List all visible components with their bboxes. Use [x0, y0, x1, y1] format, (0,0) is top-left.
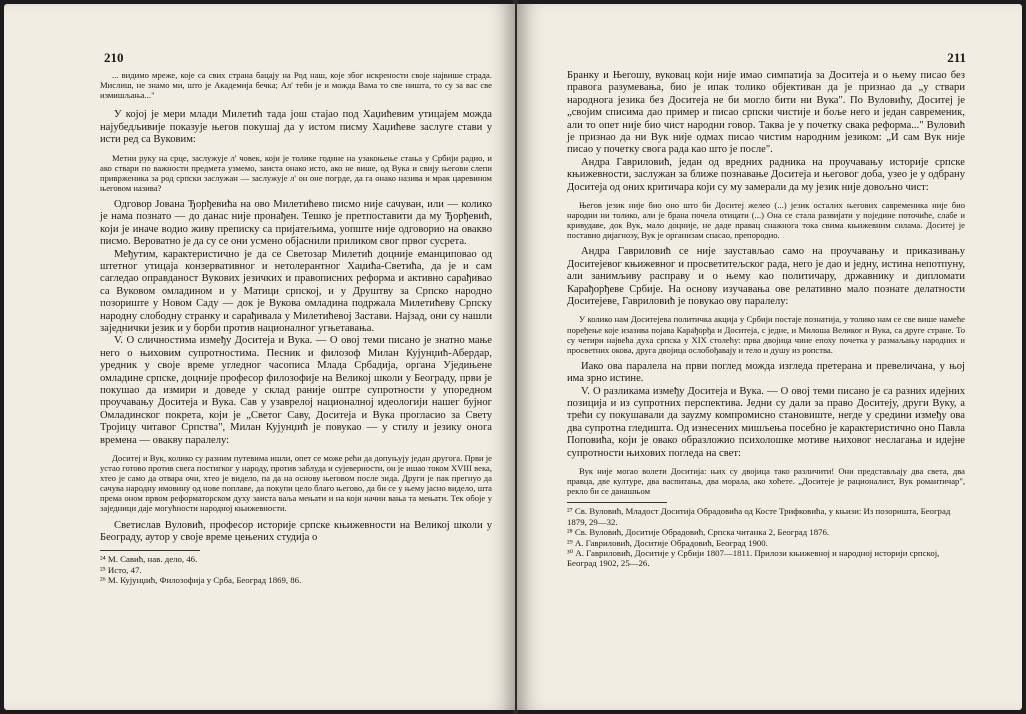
page-number: 211 [947, 50, 966, 65]
footnote: ³⁰ А. Гавриловић, Доситије у Србији 1807—1811. Прилози књижевној и народној историји српској, Београд 1902, 25—26. [567, 548, 940, 569]
right-page [517, 4, 1022, 710]
footnote: ²⁴ М. Савић, нав. дело, 46. [100, 554, 198, 565]
footnote: ²⁸ Св. Вуловић, Доситије Обрадовић, Српска читанка 2, Београд 1876. [567, 527, 830, 538]
footnote-rule [100, 550, 200, 551]
spacer [100, 100, 492, 109]
paragraph: Андра Гавриловић се није заустављао само на проучавању и приказивању Доситејевог књижевног и просветитељског рада, него је дао и једну, истина непотпуну, али занимљиву расправу и о њему као политичару, државнику и дипломати Карађорђеве Србије. На основу изучавања ове релативно мало познате делатности Доситејеве, Гавриловић је повукао ову паралелу: [567, 246, 965, 308]
block-quote: У колико нам Доситејева политичка акција у Србији постаје познатија, у толико нам се све више намеће поређење које изазива појава Карађорђа и Доситеја, с једне, и Милоша Великог и Вука, са друге стране. То су четири највећа духа српска у XIX столећу: прва двојица чине епоху почетка у размаљању народних и просветних окова, друга двојица ослобођавају и тело и душу из ропства. [567, 314, 965, 355]
footnote: ²⁷ Св. Вуловић, Младост Доситија Обрадовића од Косте Трифковића, у књизи: Из позоришта, Београд 1879, 29—32. [567, 506, 951, 527]
page-number: 210 [104, 50, 124, 65]
left-page-text [100, 70, 492, 586]
paragraph: Бранку и Његошу, вуковац који није имао симпатија за Доситеја и о њему писао без правога разумевања, био је ипак толико објективан да је признао да „у ствари народнога језика без Доситеја не би могло бити ни Вука". По Вуловићу, Доситеј је „својим списима дао пример и писао српски чистије и боље него и један савременик, али то опет није био чист народни говор. Таква је у почетку свака реформа..." Вуловић је признао да ни Вук није одмах писао чистим народним језиком: „И сам Вук није писао у почетку свога рада као што је после". [567, 70, 965, 156]
paragraph: Светислав Вуловић, професор историје српске књижевности на Великој школи у Београду, аутор у своје време цењених студија о [100, 519, 492, 543]
footnote: ²⁹ А. Гавриловић, Доситије Обрадовић, Београд 1900. [567, 537, 768, 548]
footnote: ²⁶ М. Кујунџић, Филозофија у Срба, Београд 1869, 86. [100, 575, 302, 586]
paragraph: Иако ова паралела на први поглед можда изгледа претерана и превеличана, у њој има зрно истине. [567, 360, 965, 385]
right-page-text [567, 70, 965, 569]
paragraph: Одговор Јована Ђорђевића на ово Милетићево писмо није сачуван, или — колико је нама познато — до данас није пронађен. Тешко је претпоставити да му Ђорђевић, који је иначе водио живу преписку са пријатељима, уопште није одговорио на овакво писмо. Вероватно је да су се они усмено објаснили приликом свог првог сусрета. [100, 198, 492, 248]
block-quote: Његов језик није био оно што би Доситеј желео (...) језик осталих његових савременика није био народни ни толико, али је брана почела отицати (...) Она се стала развијати у појединe поточиће, слабе и кривудаве, док Вук, мало доцније, не даде правац снажнога тока свима књижевним силама. Доситеј је поставио дијагнозу, Вук је организам спасао, препородио. [567, 200, 965, 241]
paragraph: V. О сличностима између Доситеја и Вука. — О овој теми писано је знатно мање него о њиховим супротностима. Песник и филозоф Милан Кујунџић-Абердар, уредник у своје време угледног часописа Млада Србадија, органа Уједињене омладине српске, доцније професор филозофије на Великој школи у Београду, први је покушао да измири и доведе у склад раније оштре супротности у упоредном проучавању Доситеја и Вука. Сав у узаврелој националној идеологији нашег бујног Омладинског покрета, који је „Светог Саву, Доситеја и Вука прогласио за Свету Тројицу читавог Српства", Милан Кујунџић је повукао — у стилу и језику онога времена — овакву паралелу: [100, 335, 492, 446]
footnote: ²⁵ Исто, 47. [100, 564, 142, 575]
paragraph: Међутим, карактеристично је да се Светозар Милетић доцније еманциповао од штетног утицаја конзервативног и нетолерантног Хаџића-Светића, да је и сам сагледао оправданост Вукових језичких и правописних реформа и активно сарађивао са Вуковом омладином и у Матици српској, и у Друштву за Српско народно позориште у Новом Саду — док је Вукова омладина подржала Милетићеву Српску народну слободну странку и сарађивала у Милетићевој Застави. Најзад, они су нашли заједнички језик и у борби против националног угњетавања. [100, 248, 492, 334]
footnote-rule [567, 502, 667, 503]
paragraph: У којој је мери млади Милетић тада још стајао под Хаџићевим утицајем можда најубедљивије показује његов покушај да у истом писму Хаџићеве заслуге стави у исти ред са Вуковим: [100, 109, 492, 146]
block-quote: ... видимо мреже, које са свих страна бацају на Род наш, које због искрености своје највише страда. Мислиш, не знамо ми, што је Академија бечка; Ал' теби је и можда Вама то све ништа, то су за вас све измишљања..." [100, 70, 492, 101]
block-quote: Доситеј и Вук, колико су разним путевима ишли, опет се може рећи да допуњују један другога. Први је устао готово против свега постигког у народу, против заблуда и сујеверности, он је ишао током XVIII века, хтео је само да отвара очи, хтео је видело, па да на основу његовом после зида. Други је пак прегнуо да сачува народну имовину од нове поплаве, да покупи цело благо његово, да би се у њему јасно видело, шта према оном првом реформаторском духу заиста ваља мењати и на који начин вања та мењати. Тек обоје у заједници даје могућности народној књижевности. [100, 453, 492, 514]
block-quote: Вук није могао волети Доситија: њих су двојица тако различити! Они представљају два света, два правца, две културе, два васпитања, два морала, ако хоћете. „Доситеје је рационалист, Вук романтичар", рекло би се данашњом [567, 466, 965, 497]
block-quote: Метни руку на срце, заслужује л' човек, који је толике године на узакоњење стања у Србији радио, и ако ствари по важности предмета узмемо, заиста онако исто, ако не више, од Вука и свију његови слепи привржeника за род српски заслужан — заслужује л' он оне погрде, да га онако назива и мрак царевином његовом назива? [100, 152, 492, 193]
left-page [4, 4, 515, 710]
paragraph: V. О разликама између Доситеја и Вука. — О овој теми писано је са разних идејних позиција и из супротних перспектива. Једни су дали за право Доситеју, други Вуку, а трећи су покушавали да зауzму компромисно становиште, негде у средини између ова два супротна гледишта. Од изнесених мишљења посебно је карактеристично оно Павла Поповића, који је овако образложио психолошке мотиве њиховог неслагања и идејне супротности њихових погледа на свет: [567, 385, 965, 459]
paragraph: Андра Гавриловић, један од вредних радника на проучавању историје српске књижевности, заслужан за ближе познавање Доситеја и његовог доба, узео је у одбрану Доситеја од оних критичара који су му замерали да му језик није довољно чист: [567, 156, 965, 193]
